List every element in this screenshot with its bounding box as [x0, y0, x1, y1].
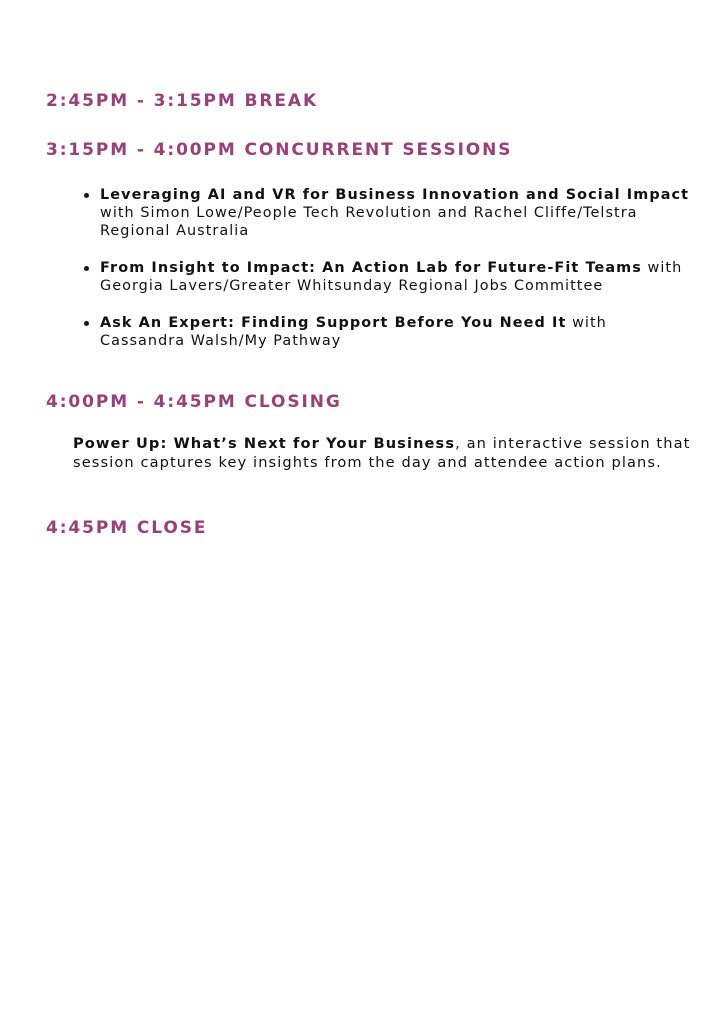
session-title: From Insight to Impact: An Action Lab for Future-Fit Teams [100, 260, 642, 276]
session-title: Ask An Expert: Finding Support Before You Need It [100, 315, 567, 331]
closing-description [73, 435, 693, 472]
closing-heading: 4:00PM - 4:45PM CLOSING [46, 392, 342, 412]
session-detail: with Georgia Lavers/Greater Whitsunday Regional Jobs Committee [100, 260, 683, 294]
bullet-icon [84, 321, 89, 326]
break-heading: 2:45PM - 3:15PM BREAK [46, 91, 319, 111]
list-item [100, 186, 690, 240]
session-title: Leveraging AI and VR for Business Innovation and Social Impact [100, 187, 690, 203]
session-detail: with Cassandra Walsh/My Pathway [100, 315, 607, 349]
concurrent-session-list [100, 186, 690, 369]
list-item [100, 314, 690, 350]
bullet-icon [84, 193, 89, 198]
session-detail: with Simon Lowe/People Tech Revolution and Rachel Cliffe/Telstra Regional Australia [100, 205, 638, 239]
bullet-icon [84, 266, 89, 271]
list-item [100, 259, 690, 295]
concurrent-sessions-heading: 3:15PM - 4:00PM CONCURRENT SESSIONS [46, 140, 513, 160]
close-heading: 4:45PM CLOSE [46, 518, 208, 538]
closing-title: Power Up: What’s Next for Your Business [73, 435, 456, 452]
closing-detail: , an interactive session that session captures key insights from the day and attendee action plans. [73, 435, 691, 471]
